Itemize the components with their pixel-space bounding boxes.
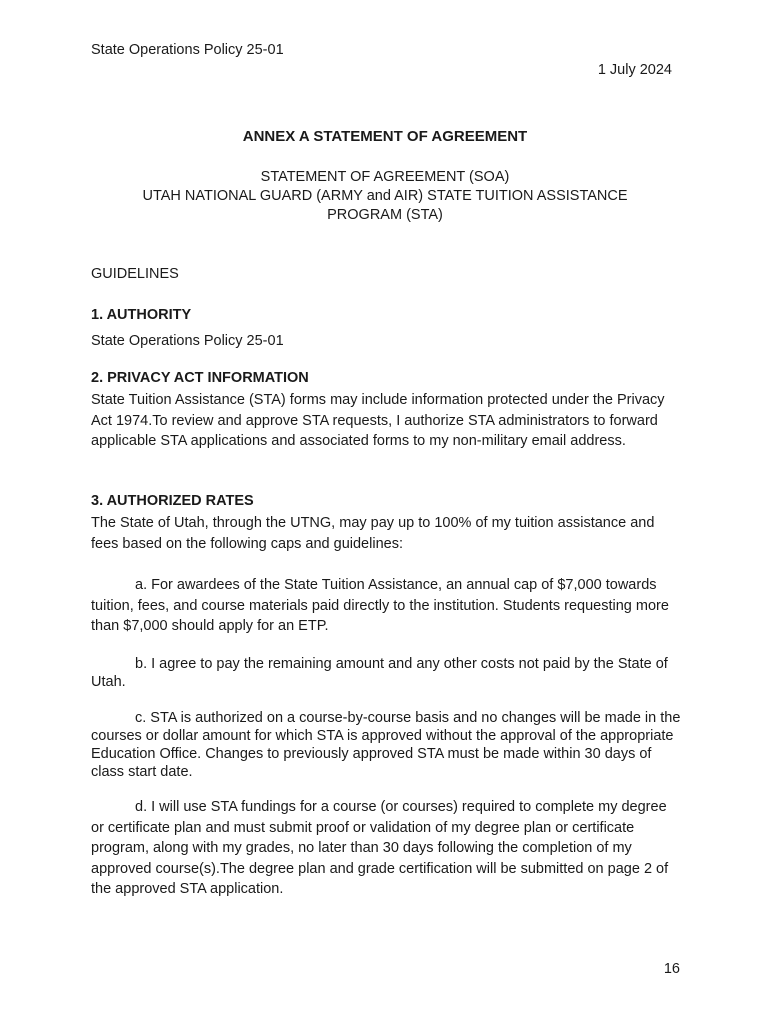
subtitle-line-1: STATEMENT OF AGREEMENT (SOA) [260, 169, 510, 185]
section-text-rates-intro: The State of Utah, through the UTNG, may pay up to 100% of my tuition assistance and fees based on the following caps and guidelines: [91, 515, 655, 552]
header-date: 1 July 2024 [597, 62, 672, 78]
rates-item-a: a. For awardees of the State Tuition Assistance, an annual cap of $7,000 towards tuition, fees, and course materials paid directly to the institution. Students requesting more than $7,000 should apply for an ETP. [91, 577, 669, 634]
guidelines-label: GUIDELINES [91, 266, 179, 282]
header-policy-ref: State Operations Policy 25-01 [91, 42, 284, 58]
rates-item-c: c. STA is authorized on a course-by-course basis and no changes will be made in the courses or dollar amount for which STA is approved without the approval of the appropriate Education Office. Changes to previously approved STA must be made within 30 days of class start date. [91, 710, 681, 780]
page-title: ANNEX A STATEMENT OF AGREEMENT [242, 128, 528, 145]
section-heading-rates: 3. AUTHORIZED RATES [91, 493, 254, 509]
section-heading-privacy: 2. PRIVACY ACT INFORMATION [91, 370, 309, 386]
page-number: 16 [663, 961, 680, 977]
subtitle-line-2: UTAH NATIONAL GUARD (ARMY and AIR) STATE TUITION ASSISTANCE PROGRAM (STA) [142, 188, 628, 223]
section-heading-authority: 1. AUTHORITY [91, 307, 192, 323]
section-text-privacy: State Tuition Assistance (STA) forms may include information protected under the Privacy Act 1974.To review and approve STA requests, I authorize STA administrators to forward applicable STA applications and associated forms to my non-military email address. [91, 392, 665, 449]
section-text-authority: State Operations Policy 25-01 [91, 333, 284, 349]
rates-item-d: d. I will use STA fundings for a course (or courses) required to complete my degree or certificate plan and must submit proof or validation of my degree plan or certificate program, along with my grades, no later than 30 days following the completion of my approved course(s).The degree plan and grade certification will be submitted on page 2 of the approved STA application. [91, 799, 669, 897]
rates-item-b: b. I agree to pay the remaining amount and any other costs not paid by the State of Utah. [91, 656, 668, 690]
subtitle-block [110, 168, 660, 225]
